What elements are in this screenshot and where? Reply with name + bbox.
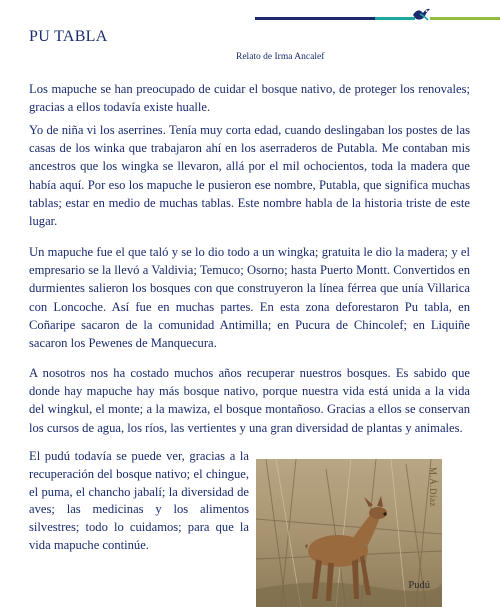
page-title: PU TABLA (29, 28, 108, 45)
bird-icon (410, 4, 432, 26)
paragraph-1: Los mapuche se han preocupado de cuidar el bosque nativo, de proteger los renovales; gracias a ellos todavía existe hualle. (29, 82, 470, 115)
pudu-photo (256, 459, 442, 607)
decor-line-teal (375, 17, 415, 20)
byline: Relato de Irma Ancalef (236, 52, 325, 62)
paragraph-2: Yo de niña vi los aserrines. Tenía muy corta edad, cuando deslingaban los postes de las casas de los winka que trabajaron ahí en los aserraderos de Putabla. Me contaban mis ancestros que los wingka se llevaron, allá por el mil ochocientos, toda la madera que había aquí. Por eso los mapuche le pusieron ese nombre, Putabla, que significa muchas tablas; estar en medio de muchas tablas. Este nombre habla de la historia triste de este lugar. (29, 123, 470, 229)
paragraph-3: Un mapuche fue el que taló y se lo dio todo a un wingka; gratuita le dio la madera; y el empresario se la llevó a Valdivia; Temuco; Osorno; hasta Puerto Montt. Convertidos en durmientes salieron los bosques con que construyeron la línea férrea que unía Villarica con Loncoche. Así fue en muchas partes. En esta zona deforestaron Pu tabla, en Coñaripe sacaron de la comunidad Antimilla; en Pucura de Chincolef; en Liquiñe sacaron los Pewenes de Manquecura. (29, 245, 470, 351)
photo-caption: Pudú (408, 580, 430, 591)
paragraph-5: El pudú todavía se puede ver, gracias a la recuperación del bosque nativo; el chingue, el puma, el chancho jabalí; la diversidad de aves; las medicinas y los alimentos silvestres; todo lo cuidamos; para que la vida mapuche continúe. (29, 449, 249, 552)
decor-line-navy (255, 17, 375, 20)
decor-line-green (430, 17, 500, 20)
paragraph-4: A nosotros nos ha costado muchos años recuperar nuestros bosques. Es sabido que donde hay mapuche hay más bosque nativo, porque nuestra vida está unida a la vida del wingkul, el monte; a la mawiza, el bosque montañoso. Gracias a ellos se conservan los cursos de agua, los ríos, las vertientes y una gran diversidad de plantas y animales. (29, 366, 470, 435)
photo-credit: M.Á.Díaz (428, 467, 438, 507)
header-decoration (255, 12, 500, 26)
